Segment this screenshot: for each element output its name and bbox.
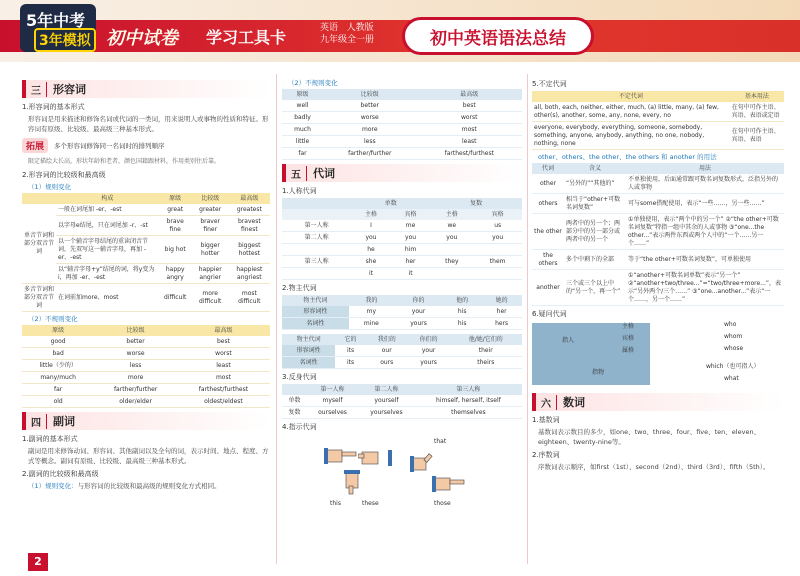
subheading: 2.序数词 <box>532 451 560 459</box>
extension-note <box>22 138 270 153</box>
table-header: 主格 <box>430 209 473 220</box>
column-middle <box>282 76 522 510</box>
table-header: 不定代词 <box>532 91 730 102</box>
table-row <box>282 244 522 256</box>
table-cell: me <box>391 220 431 232</box>
publisher-logo <box>20 4 96 52</box>
table-cell: 名词性 <box>282 318 349 330</box>
table-cell: 单数 <box>282 395 307 407</box>
note-text: 多个形容词修饰同一名词时的排列顺序 <box>54 142 165 150</box>
table-row <box>282 357 522 369</box>
table-header: 最高级 <box>229 193 270 204</box>
table-cell: other <box>532 174 564 194</box>
table-row <box>22 216 270 236</box>
table-header: 最高级 <box>417 89 522 100</box>
table-cell: greater <box>192 204 229 216</box>
brand-title: 初中试卷 <box>106 28 178 49</box>
wh-case: 属格 <box>622 347 635 354</box>
table-cell: bad <box>22 348 94 360</box>
table-cell: themselves <box>415 407 522 419</box>
table-cell: the others <box>532 250 564 270</box>
table-cell: 以“辅音字母+y”结尾的词，将y变为i，再加 -er、-est <box>56 264 159 284</box>
table-header: 宾格 <box>473 209 522 220</box>
adjective-irregular-table <box>22 325 270 408</box>
subheading: 1.基数词 <box>532 416 560 424</box>
other-usage-table <box>532 163 784 306</box>
table-header: 主格 <box>351 209 391 220</box>
table-cell: myself <box>307 395 358 407</box>
table-cell: others <box>532 194 564 214</box>
table-cell: you <box>430 232 473 244</box>
table-cell: 第三人称 <box>282 256 351 268</box>
table-cell: it <box>351 268 391 280</box>
table-row <box>532 270 784 306</box>
table-cell: 可与some搭配使用，表示“一些……，另一些……” <box>626 194 784 214</box>
table-cell <box>430 244 473 256</box>
table-row <box>282 124 522 136</box>
table-row <box>282 136 522 148</box>
other-usage-line: other、others、the other、the others 和 another 的用法 <box>538 153 717 161</box>
table-header: 比较级 <box>323 89 417 100</box>
table-cell: more <box>94 372 177 384</box>
subheading-irregular: （2）不规则变化 <box>28 315 78 323</box>
table-header: 原级 <box>22 325 94 336</box>
table-cell: all, both, each, neither, either, much, (a) little, many, (a) few, other(s), another, some, any, none, every, no <box>532 102 730 122</box>
table-cell: 以字母e结尾，只在词尾加 -r、-st <box>56 216 159 236</box>
table-row <box>282 232 522 244</box>
table-cell: 在句中可作主语、宾语、表语 <box>730 122 784 150</box>
table-header: 物主代词 <box>282 334 335 345</box>
table-row <box>282 220 522 232</box>
table-cell: less <box>323 136 417 148</box>
table-cell: 等于“the other+可数名词复数”，可单独使用 <box>626 250 784 270</box>
table-cell: 多音节词和部分双音节词 <box>22 284 56 312</box>
table-cell: ①“another+可数名词单数”表示“另一个” ②“another+two/three...”=“two/three+more...”，表示“另外两个/三个……” ③“one...another...”表示“一个……，另一个……” <box>626 270 784 306</box>
pointing-hand-icon <box>358 444 392 470</box>
table-row <box>22 348 270 360</box>
table-row <box>282 268 522 280</box>
table-cell: 三个或三个以上中的“另一个，再一个” <box>564 270 626 306</box>
table-header <box>282 198 351 209</box>
table-cell: worse <box>323 112 417 124</box>
table-cell: yours <box>394 318 443 330</box>
possessive-table-2 <box>282 334 522 369</box>
table-cell: many/much <box>22 372 94 384</box>
table-header: 你的 <box>394 295 443 306</box>
table-cell: his <box>443 306 481 318</box>
table-cell: brave fine <box>159 216 192 236</box>
table-cell: 单音节词和部分双音节词 <box>22 204 56 284</box>
table-cell: worst <box>177 348 270 360</box>
column-right <box>532 76 784 472</box>
table-cell: farther/further <box>323 148 417 160</box>
table-cell: our <box>366 345 408 357</box>
table-cell: their <box>450 345 522 357</box>
table-cell <box>473 268 522 280</box>
subheading: 6.疑问代词 <box>532 310 567 318</box>
table-cell: they <box>430 256 473 268</box>
grade-label: 九年级全一册 <box>320 35 375 45</box>
subheading: 1.形容词的基本形式 <box>22 103 85 111</box>
table-row <box>532 194 784 214</box>
table-cell: “另外的”“其他的” <box>564 174 626 194</box>
table-cell: himself, herself, itself <box>415 395 522 407</box>
table-cell: 两者中的另一个；两部分中的另一部分或两者中的另一个 <box>564 214 626 250</box>
table-cell: them <box>473 256 522 268</box>
subheading: 2.形容词的比较级和最高级 <box>22 171 106 179</box>
table-cell: she <box>351 256 391 268</box>
table-cell: the other <box>532 214 564 250</box>
wh-person-label: 指人 <box>562 337 575 344</box>
table-cell: its <box>335 345 365 357</box>
table-header: 我的 <box>349 295 394 306</box>
logo-bottom-text: 3年模拟 <box>34 28 96 52</box>
table-cell: better <box>94 336 177 348</box>
table-cell: ours <box>366 357 408 369</box>
rule-label: （1）规则变化： <box>28 482 78 490</box>
adjective-regular-table <box>22 193 270 312</box>
table-cell: ourselves <box>307 407 358 419</box>
table-header: 我们的 <box>366 334 408 345</box>
table-cell: least <box>417 136 522 148</box>
table-cell: its <box>335 357 365 369</box>
table-cell: old <box>22 396 94 408</box>
section-title: 形容词 <box>53 83 86 96</box>
table-cell: greatest <box>229 204 270 216</box>
table-header: 它的 <box>335 334 365 345</box>
subheading: 2.物主代词 <box>282 284 317 292</box>
table-header: 他的 <box>443 295 481 306</box>
table-cell: your <box>394 306 443 318</box>
logo-top-text: 5年中考 <box>26 11 86 30</box>
subheading: 1.人称代词 <box>282 187 317 195</box>
table-cell: more <box>323 124 417 136</box>
wh-word: whose <box>724 345 744 352</box>
table-cell: us <box>473 220 522 232</box>
demonstrative-figure <box>282 436 522 510</box>
table-cell: less <box>94 360 177 372</box>
table-header: 含义 <box>564 163 626 174</box>
section-number: 五 <box>286 166 307 181</box>
wh-word: whom <box>724 333 743 340</box>
table-cell: you <box>391 232 431 244</box>
table-row <box>282 345 522 357</box>
section-header-adverb <box>22 412 270 430</box>
table-cell: everyone, everybody, everything, someone, somebody, something, anyone, anybody, anything, no one, nobody, nothing, none <box>532 122 730 150</box>
adverb-rule <box>22 481 270 491</box>
wh-word: what <box>724 375 739 382</box>
page-title: 初中英语语法总结 <box>430 28 566 49</box>
table-cell: big hot <box>159 236 192 264</box>
table-header: 比较级 <box>94 325 177 336</box>
table-header: 第二人称 <box>358 384 415 395</box>
subheading: 5.不定代词 <box>532 80 567 88</box>
table-cell: 名词性 <box>282 357 335 369</box>
table-cell: far <box>282 148 323 160</box>
table-row <box>532 102 784 122</box>
table-cell: yours <box>408 357 450 369</box>
demo-those: those <box>434 500 451 507</box>
pointing-hand-icon <box>338 470 372 496</box>
table-row <box>22 360 270 372</box>
table-cell <box>473 244 522 256</box>
table-cell: it <box>391 268 431 280</box>
table-cell: best <box>177 336 270 348</box>
paragraph: 形容词是用来描述和修饰名词或代词的一类词，用来说明人或事物的性质和特征。形容词有原级、比较级、最高级三种基本形式。 <box>28 115 269 133</box>
subheading-regular: （1）规则变化 <box>28 183 72 191</box>
table-cell: most <box>417 124 522 136</box>
main-title-box <box>402 17 594 55</box>
subheading: 4.指示代词 <box>282 423 317 431</box>
table-cell: biggest hottest <box>229 236 270 264</box>
pointing-hand-icon <box>324 442 358 468</box>
grade-info <box>320 22 388 46</box>
subheading: 3.反身代词 <box>282 373 317 381</box>
demo-this: this <box>330 500 341 507</box>
note-mnemonic: 限定描绘大长高，形状年龄和老者，颜色国籍跟材料，作用类别往后靠。 <box>28 158 221 165</box>
table-cell: worst <box>417 112 522 124</box>
table-header: 最高级 <box>177 325 270 336</box>
table-cell: we <box>430 220 473 232</box>
table-header: 基本用法 <box>730 91 784 102</box>
table-cell: mine <box>349 318 394 330</box>
table-cell: 以一个辅音字母结尾的重读闭音节词，先双写这一辅音字母，再加 -er、-est <box>56 236 159 264</box>
table-cell: farther/further <box>94 384 177 396</box>
table-cell: I <box>351 220 391 232</box>
table-row <box>282 407 522 419</box>
table-cell: you <box>473 232 522 244</box>
table-cell: him <box>391 244 431 256</box>
section-header-pronoun <box>282 164 522 182</box>
table-cell: 第二人称 <box>282 232 351 244</box>
table-cell: 形容词性 <box>282 306 349 318</box>
table-row <box>22 336 270 348</box>
section-number: 四 <box>26 414 47 429</box>
section-header-numeral <box>532 393 784 411</box>
table-header: 原级 <box>282 89 323 100</box>
table-cell: best <box>417 100 522 112</box>
table-header: 单数 <box>351 198 430 209</box>
table-cell: ①单独使用，表示“两个中的另一个” ②“the other+可数名词复数”特指一组中其余的人或事物 ③“one...the other...”表示两件东西或两个人中的“一个……另一个……” <box>626 214 784 250</box>
table-cell: older/elder <box>94 396 177 408</box>
table-header: 第三人称 <box>415 384 522 395</box>
table-cell: little（少的） <box>22 360 94 372</box>
table-header <box>282 209 351 220</box>
paragraph: 副词是用来修饰动词、形容词、其他副词以及全句的词，表示时间、地点、程度、方式等概念。副词有原级、比较级、最高级三种基本形式。 <box>28 447 269 465</box>
table-cell: 形容词性 <box>282 345 335 357</box>
table-cell: happy angry <box>159 264 192 284</box>
table-header <box>282 384 307 395</box>
table-row <box>22 204 270 216</box>
page-header <box>0 0 800 62</box>
table-cell: 相当于“other+可数名词复数” <box>564 194 626 214</box>
indefinite-pronoun-table <box>532 91 784 150</box>
paragraph: 基数词表示数目的多少，如one、two、three、four、five、ten、eleven、eighteen、twenty-nine等。 <box>538 428 761 446</box>
table-cell <box>282 244 351 256</box>
table-cell: braver finer <box>192 216 229 236</box>
table-cell: 多个中剩下的全部 <box>564 250 626 270</box>
table-row <box>282 100 522 112</box>
column-divider <box>276 74 277 564</box>
column-left <box>22 76 270 491</box>
table-row <box>22 384 270 396</box>
table-cell: much <box>282 124 323 136</box>
wh-case: 宾格 <box>622 335 635 342</box>
table-cell: good <box>22 336 94 348</box>
table-cell: bravest finest <box>229 216 270 236</box>
table-cell: her <box>481 306 522 318</box>
table-header: 物主代词 <box>282 295 349 306</box>
table-header: 第一人称 <box>307 384 358 395</box>
table-row <box>22 284 270 312</box>
table-cell: farthest/furthest <box>417 148 522 160</box>
table-row <box>532 122 784 150</box>
table-header: 宾格 <box>391 209 431 220</box>
edition-label: 人教版 <box>346 23 374 33</box>
subject-label: 英语 <box>320 23 339 33</box>
table-header: 复数 <box>430 198 522 209</box>
table-cell: well <box>282 100 323 112</box>
table-cell: yourselves <box>358 407 415 419</box>
table-cell: better <box>323 100 417 112</box>
table-header: 他/她/它们的 <box>450 334 522 345</box>
table-header: 代词 <box>532 163 564 174</box>
column-divider <box>527 74 528 564</box>
table-cell: happiest angriest <box>229 264 270 284</box>
table-row <box>282 148 522 160</box>
table-cell: most difficult <box>229 284 270 312</box>
table-cell: oldest/eldest <box>177 396 270 408</box>
table-cell: worse <box>94 348 177 360</box>
extension-tag: 拓展 <box>22 138 48 153</box>
table-header: 原级 <box>159 193 192 204</box>
table-cell <box>430 268 473 280</box>
section-title: 副词 <box>53 415 75 428</box>
table-cell: 不单独使用，后面通常跟可数名词复数形式，泛指另外的人或事物 <box>626 174 784 194</box>
brand-subtitle: 学习工具卡 <box>206 28 287 47</box>
table-row <box>22 372 270 384</box>
table-cell: hers <box>481 318 522 330</box>
table-cell: far <box>22 384 94 396</box>
subheading-irregular: （2）不规则变化 <box>288 79 338 87</box>
table-row <box>282 112 522 124</box>
table-header <box>22 193 56 204</box>
table-row <box>532 250 784 270</box>
wh-word: which（也可指人） <box>706 363 760 370</box>
table-cell: most <box>177 372 270 384</box>
table-row <box>22 236 270 264</box>
possessive-table-1 <box>282 295 522 330</box>
pointing-hand-icon <box>432 470 466 496</box>
subheading: 1.副词的基本形式 <box>22 435 78 443</box>
table-row <box>22 264 270 284</box>
table-cell <box>282 268 351 280</box>
table-cell: my <box>349 306 394 318</box>
table-cell: 在词前加more、most <box>56 284 159 312</box>
table-row <box>282 395 522 407</box>
table-cell: least <box>177 360 270 372</box>
section-title: 代词 <box>313 167 335 180</box>
table-cell: bigger hotter <box>192 236 229 264</box>
demo-these: these <box>362 500 379 507</box>
table-row <box>282 318 522 330</box>
table-cell: he <box>351 244 391 256</box>
demo-that: that <box>434 438 447 445</box>
personal-pronoun-table <box>282 198 522 280</box>
table-row <box>532 174 784 194</box>
table-cell: great <box>159 204 192 216</box>
table-cell: yourself <box>358 395 415 407</box>
table-cell: little <box>282 136 323 148</box>
table-header: 她的 <box>481 295 522 306</box>
reflexive-table <box>282 384 522 419</box>
table-cell: 在句中可作主语、宾语、表语或定语 <box>730 102 784 122</box>
section-number: 六 <box>536 395 557 410</box>
wh-thing-label: 指物 <box>592 369 605 376</box>
table-cell: farthest/furthest <box>177 384 270 396</box>
table-row <box>532 214 784 250</box>
table-row <box>22 396 270 408</box>
table-header: 比较级 <box>192 193 229 204</box>
paragraph: 序数词表示顺序，如first（1st）、second（2nd）、third（3rd）、fifth（5th）。 <box>538 463 770 471</box>
table-cell: 一般在词尾加 -er、-est <box>56 204 159 216</box>
subheading: 2.副词的比较级和最高级 <box>22 470 99 478</box>
table-cell: badly <box>282 112 323 124</box>
table-cell: his <box>443 318 481 330</box>
section-title: 数词 <box>563 396 585 409</box>
table-row <box>282 306 522 318</box>
table-header: 用法 <box>626 163 784 174</box>
section-header-adjective <box>22 80 270 98</box>
table-cell: your <box>408 345 450 357</box>
page-number: 2 <box>28 553 48 571</box>
table-cell: 复数 <box>282 407 307 419</box>
table-cell: theirs <box>450 357 522 369</box>
section-number: 三 <box>26 82 47 97</box>
table-cell: another <box>532 270 564 306</box>
rule-text: 与形容词的比较级和最高级的规则变化方式相同。 <box>77 482 221 490</box>
wh-word: who <box>724 321 737 328</box>
table-cell: more difficult <box>192 284 229 312</box>
table-cell: you <box>351 232 391 244</box>
wh-case: 主格 <box>622 323 635 330</box>
table-cell: 第一人称 <box>282 220 351 232</box>
table-header: 构成 <box>56 193 159 204</box>
table-header: 你们的 <box>408 334 450 345</box>
table-cell: happier angrier <box>192 264 229 284</box>
interrogative-diagram <box>532 321 784 389</box>
table-row <box>282 256 522 268</box>
adverb-irregular-table <box>282 89 522 160</box>
table-cell: her <box>391 256 431 268</box>
table-cell: difficult <box>159 284 192 312</box>
